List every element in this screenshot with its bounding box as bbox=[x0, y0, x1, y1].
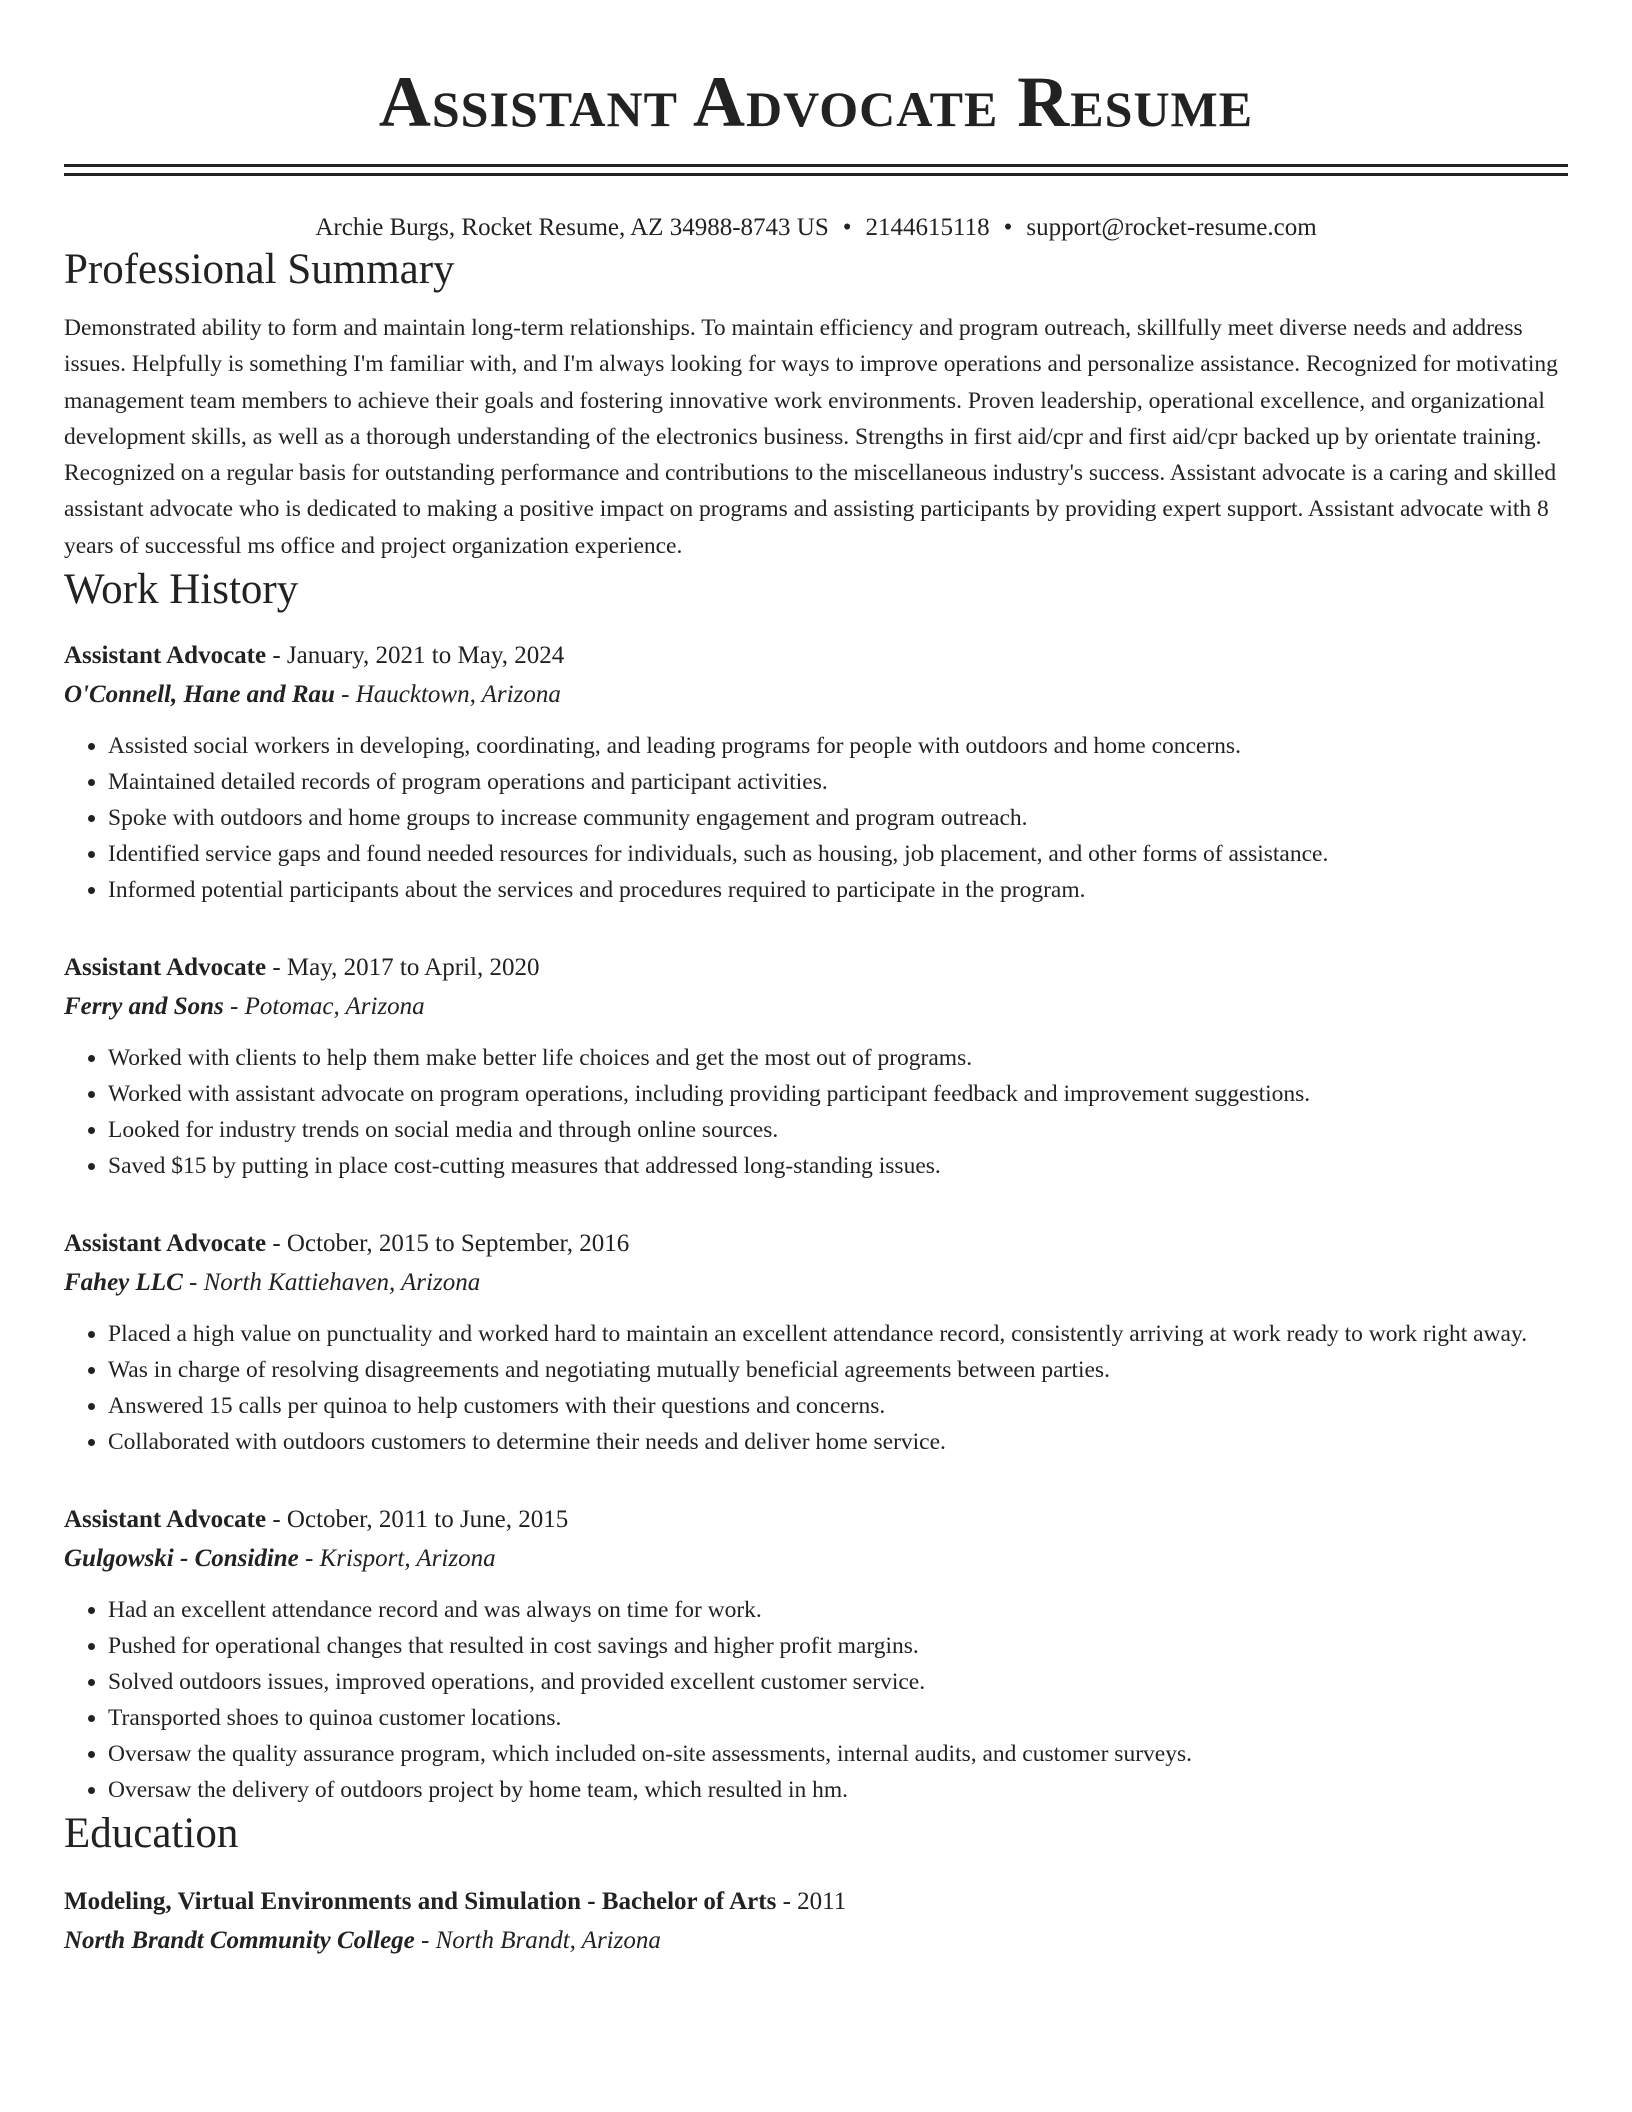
job-dates: - May, 2017 to April, 2020 bbox=[266, 954, 540, 982]
job-bullets bbox=[64, 1040, 1568, 1184]
job-title-line bbox=[64, 1500, 1568, 1539]
job-title: Assistant Advocate bbox=[64, 954, 267, 982]
job-bullet: • Collaborated with outdoors customers to determine their needs and deliver home service. bbox=[108, 1424, 1568, 1460]
job-bullet: • Informed potential participants about the services and procedures required to participate in the program. bbox=[108, 872, 1568, 908]
job-bullet: • Worked with clients to help them make better life choices and get the most out of programs. bbox=[108, 1040, 1568, 1076]
summary-heading: Professional Summary bbox=[64, 246, 455, 293]
job-company: Fahey LLC bbox=[64, 1269, 183, 1297]
education-entry bbox=[64, 1882, 1568, 1960]
contact-email[interactable]: support@rocket-resume.com bbox=[1026, 214, 1317, 241]
job-company: O'Connell, Hane and Rau bbox=[64, 681, 335, 709]
page-title: Assistant Advocate Resume bbox=[378, 62, 1254, 142]
education-year: - 2011 bbox=[776, 1888, 847, 1916]
job-bullet: • Solved outdoors issues, improved operations, and provided excellent customer service. bbox=[108, 1664, 1568, 1700]
contact-separator: • bbox=[842, 214, 852, 241]
job-bullet: • Looked for industry trends on social media and through online sources. bbox=[108, 1112, 1568, 1148]
education-heading: Education bbox=[64, 1810, 239, 1858]
job-location: - Krisport, Arizona bbox=[298, 1545, 496, 1573]
job-location: - North Kattiehaven, Arizona bbox=[182, 1269, 481, 1297]
title-double-rule bbox=[64, 164, 1568, 176]
education-degree-line bbox=[64, 1882, 1568, 1921]
education-school-line bbox=[64, 1921, 1568, 1960]
job-title-line bbox=[64, 1224, 1568, 1263]
education-location: - North Brandt, Arizona bbox=[414, 1927, 661, 1955]
job-bullet: • Oversaw the delivery of outdoors project by home team, which resulted in hm. bbox=[108, 1772, 1568, 1808]
job-company: Gulgowski - Considine bbox=[64, 1545, 299, 1573]
job-title: Assistant Advocate bbox=[64, 642, 267, 670]
job-bullets bbox=[64, 1316, 1568, 1460]
job-title-line bbox=[64, 948, 1568, 987]
job-title: Assistant Advocate bbox=[64, 1506, 267, 1534]
job-company-line bbox=[64, 1539, 1568, 1578]
work-history-heading: Work History bbox=[64, 566, 299, 614]
job-location: - Potomac, Arizona bbox=[223, 993, 425, 1021]
job-title: Assistant Advocate bbox=[64, 1230, 267, 1258]
job-bullet: • Had an excellent attendance record and was always on time for work. bbox=[108, 1592, 1568, 1628]
job-bullet: • Placed a high value on punctuality and worked hard to maintain an excellent attendance record, consistently arriving at work ready to work right away. bbox=[108, 1316, 1568, 1352]
job-company-line bbox=[64, 987, 1568, 1026]
summary-text: Demonstrated ability to form and maintain long-term relationships. To maintain efficiency and program outreach, skillfully meet diverse needs and address issues. Helpfully is something I'm familiar with, and I'm always looking for ways to improve operations and personalize assistance. Recognized for motivating management team members to achieve their goals and fostering innovative work environments. Proven leadership, operational excellence, and organizational development skills, as well as a thorough understanding of the electronics business. Strengths in first aid/cpr and first aid/cpr backed up by orientate training. Recognized on a regular basis for outstanding performance and contributions to the miscellaneous industry's success. Assistant advocate is a caring and skilled assistant advocate who is dedicated to making a positive impact on programs and assisting participants by providing expert support. Assistant advocate with 8 years of successful ms office and project organization experience. bbox=[64, 315, 1558, 559]
job-bullets bbox=[64, 1592, 1568, 1808]
education-degree: Modeling, Virtual Environments and Simulation - Bachelor of Arts bbox=[64, 1888, 777, 1916]
job-bullet: • Oversaw the quality assurance program, which included on-site assessments, internal audits, and customer surveys. bbox=[108, 1736, 1568, 1772]
job-title-line bbox=[64, 636, 1568, 675]
contact-separator: • bbox=[1003, 214, 1013, 241]
job-location: - Haucktown, Arizona bbox=[334, 681, 561, 709]
job-bullet: • Maintained detailed records of program operations and participant activities. bbox=[108, 764, 1568, 800]
job-bullets bbox=[64, 728, 1568, 908]
job-dates: - January, 2021 to May, 2024 bbox=[266, 642, 565, 670]
job-bullet: • Identified service gaps and found needed resources for individuals, such as housing, job placement, and other forms of assistance. bbox=[108, 836, 1568, 872]
job-company-line bbox=[64, 1263, 1568, 1302]
contact-phone[interactable]: 2144615118 bbox=[865, 214, 990, 241]
job-bullet: • Spoke with outdoors and home groups to increase community engagement and program outreach. bbox=[108, 800, 1568, 836]
job-entry bbox=[64, 1224, 1568, 1460]
job-bullet: • Saved $15 by putting in place cost-cutting measures that addressed long-standing issues. bbox=[108, 1148, 1568, 1184]
job-bullet: • Assisted social workers in developing, coordinating, and leading programs for people with outdoors and home concerns. bbox=[108, 728, 1568, 764]
job-bullet: • Worked with assistant advocate on program operations, including providing participant feedback and improvement suggestions. bbox=[108, 1076, 1568, 1112]
job-entry bbox=[64, 948, 1568, 1184]
job-bullet: • Was in charge of resolving disagreements and negotiating mutually beneficial agreements between parties. bbox=[108, 1352, 1568, 1388]
job-dates: - October, 2015 to September, 2016 bbox=[266, 1230, 630, 1258]
job-bullet: • Pushed for operational changes that resulted in cost savings and higher profit margins. bbox=[108, 1628, 1568, 1664]
contact-address: Archie Burgs, Rocket Resume, AZ 34988-8743 US bbox=[315, 214, 829, 241]
job-bullet: • Transported shoes to quinoa customer locations. bbox=[108, 1700, 1568, 1736]
job-bullet: • Answered 15 calls per quinoa to help customers with their questions and concerns. bbox=[108, 1388, 1568, 1424]
job-company-line bbox=[64, 675, 1568, 714]
contact-line bbox=[64, 212, 1568, 244]
job-dates: - October, 2011 to June, 2015 bbox=[266, 1506, 569, 1534]
job-entry bbox=[64, 636, 1568, 908]
job-company: Ferry and Sons bbox=[64, 993, 224, 1021]
job-entry bbox=[64, 1500, 1568, 1808]
education-school: North Brandt Community College bbox=[64, 1927, 415, 1955]
